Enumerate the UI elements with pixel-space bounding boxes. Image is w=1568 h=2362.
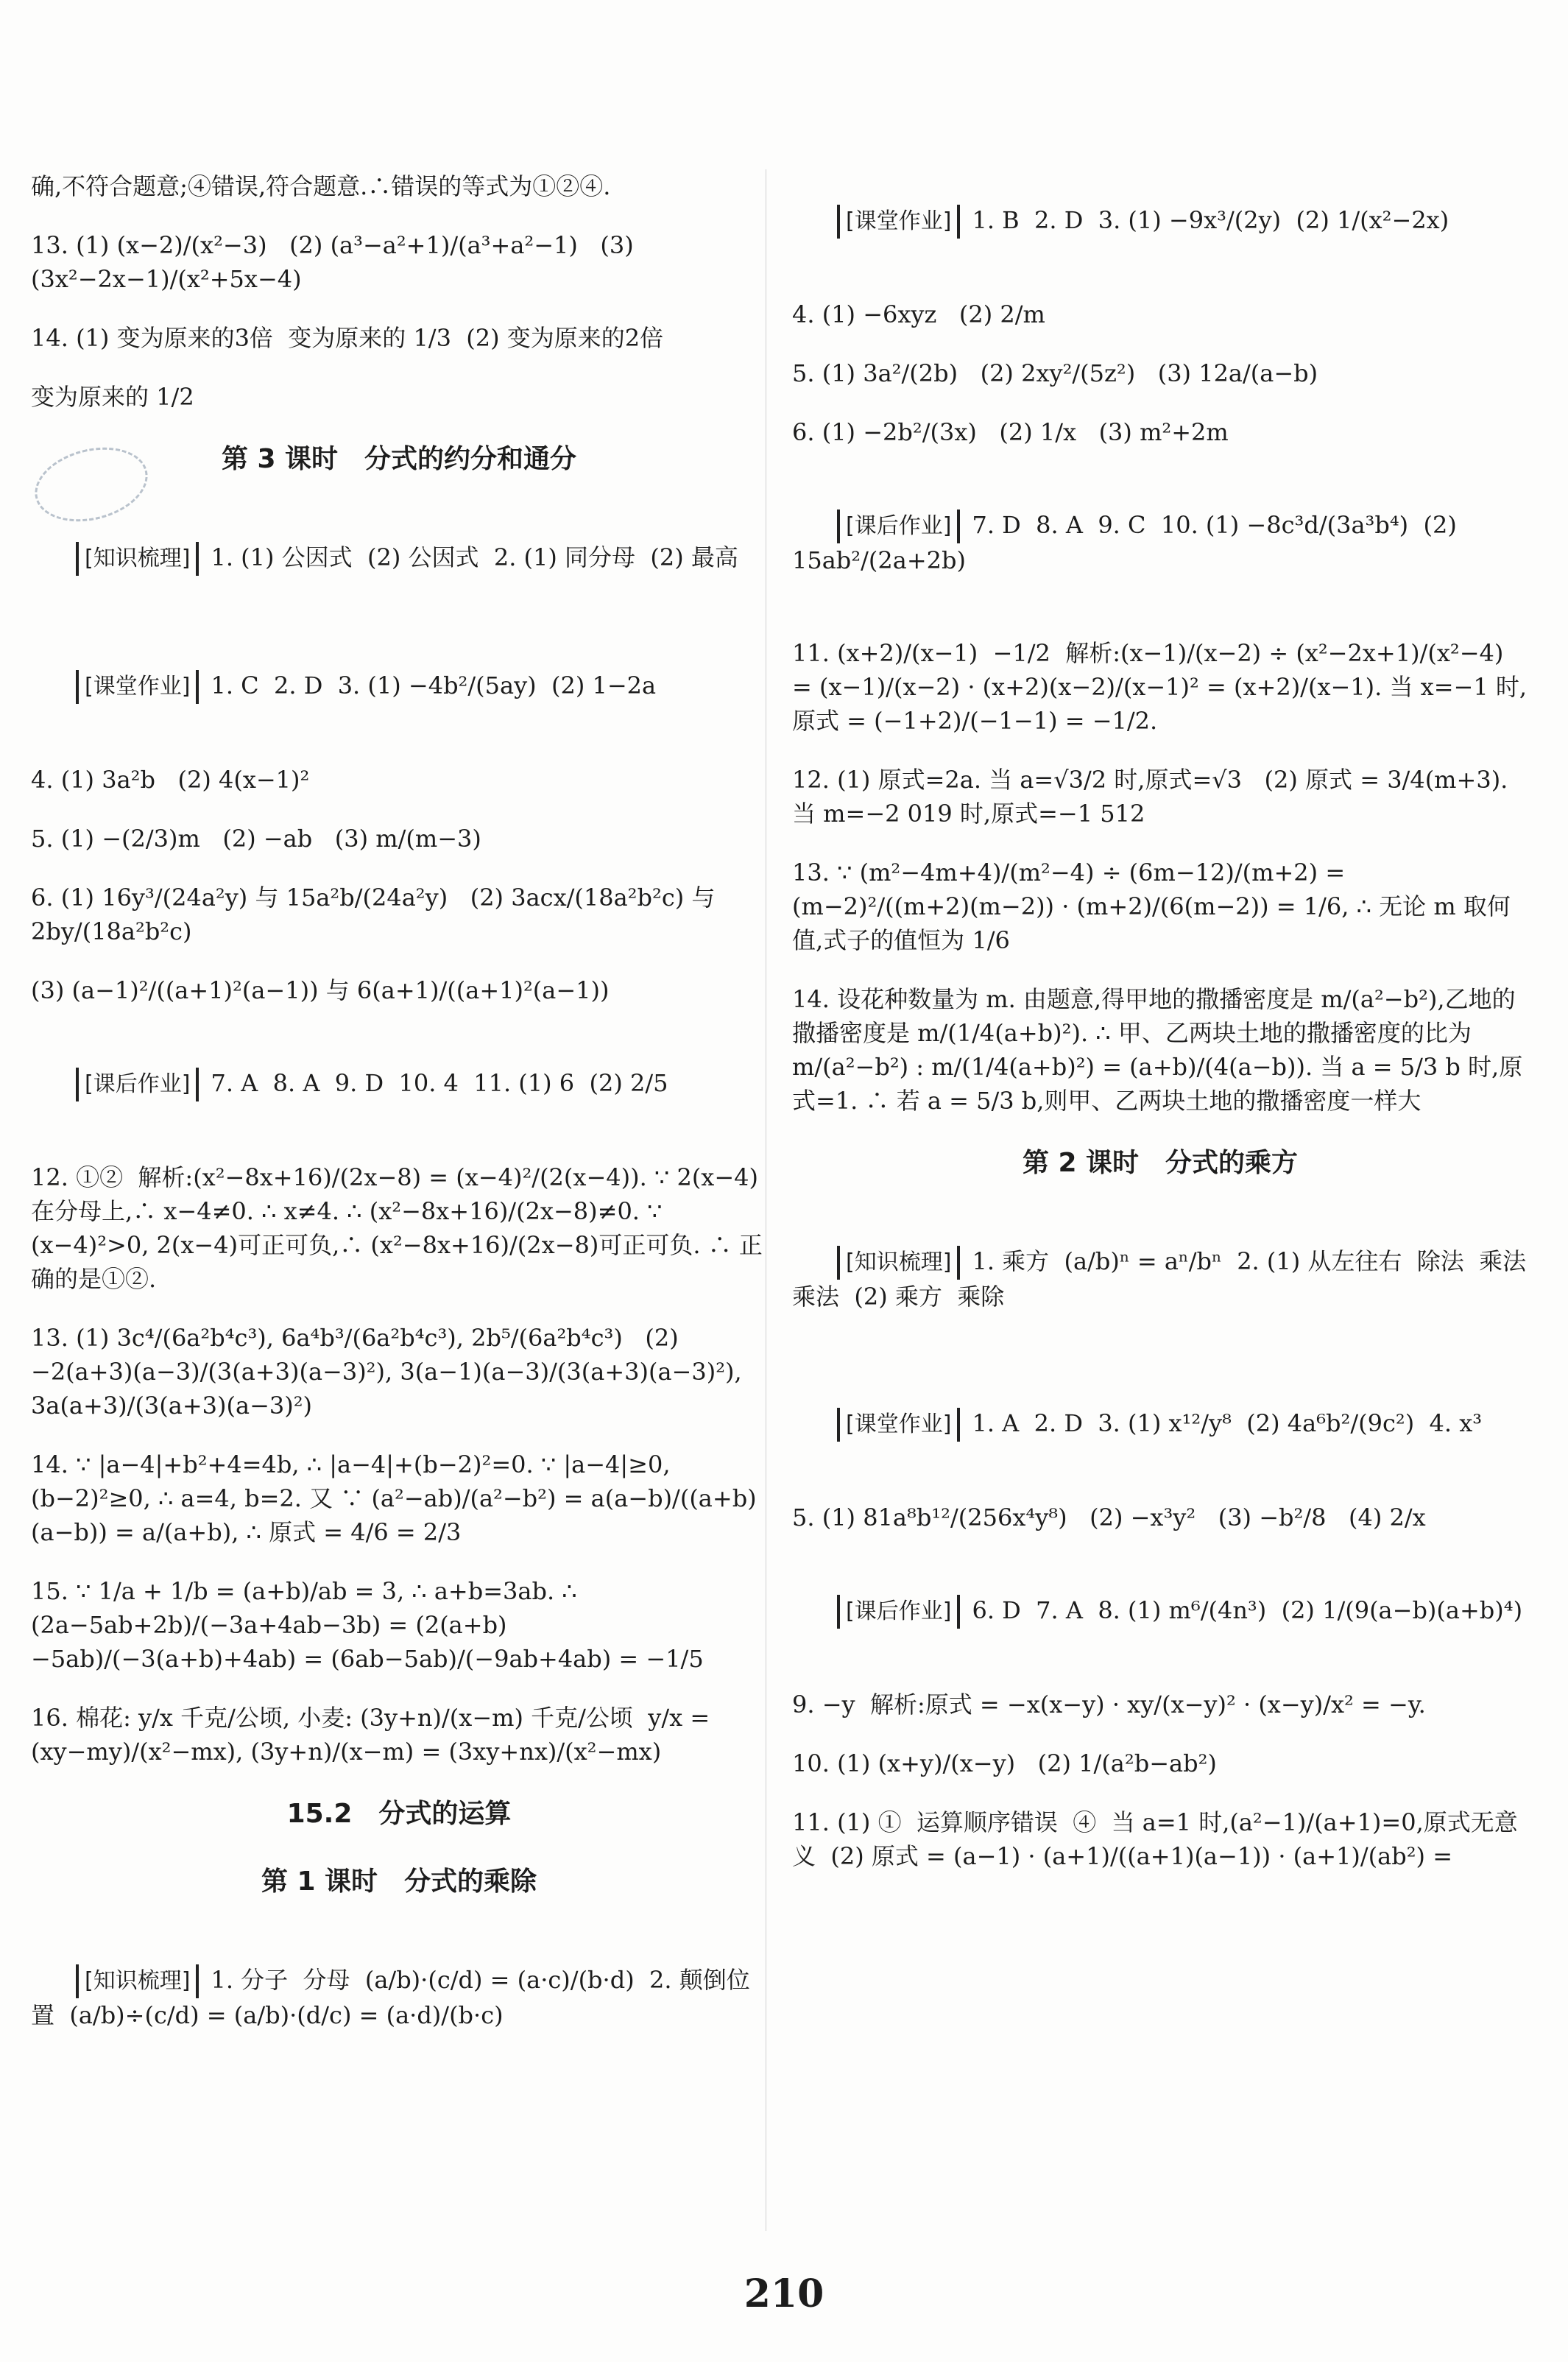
section-text: 1. 乘方 (a/b)ⁿ = aⁿ/bⁿ 2. (1) 从左往右 除法 乘法 乘法 (2) 乘方 乘除 [792, 1247, 1541, 1311]
section-text: 1. B 2. D 3. (1) −9x³/(2y) (2) 1/(x²−2x) [972, 206, 1449, 234]
section-tag: [课后作业] [837, 510, 960, 543]
classwork-section [792, 169, 1528, 272]
answer-item: (3) (a−1)²/((a+1)²(a−1)) 与 6(a+1)/((a+1)²(a−1)) [31, 976, 610, 1004]
answer-item: 14. 设花种数量为 m. 由题意,得甲地的撒播密度是 m/(a²−b²),乙地的撒播密度是 m/(1/4(a+b)²). ∴ 甲、乙两块土地的撒播密度的比为 m/(a²−b²) : m/(1/4(a+b)²) = (a+b)/(4(a−b)). 当 a = 5/3 b 时,原式=1. ∴ 若 a = 5/3 b,则甲、乙两块土地的撒播密度一样大 [792, 985, 1523, 1115]
answer-item: 16. 棉花: y/x 千克/公顷, 小麦: (3y+n)/(x−m) 千克/公顷 y/x = (xy−my)/(x²−mx), (3y+n)/(x−m) = (3xy+nx)/(x²−mx) [31, 1704, 718, 1766]
answer-item: 6. (1) −2b²/(3x) (2) 1/x (3) m²+2m [792, 418, 1229, 446]
answer-item: 10. (1) (x+y)/(x−y) (2) 1/(a²b−ab²) [792, 1749, 1217, 1777]
left-column [31, 169, 767, 2091]
answer-item: 12. ①② 解析:(x²−8x+16)/(2x−8) = (x−4)²/(2(x−4)). ∵ 2(x−4) 在分母上,∴ x−4≠0. ∴ x≠4. ∴ (x²−8x+16)/(2x−8)≠0. ∵ (x−4)²>0, 2(x−4)可正可负,∴ (x²−8x+16)/(2x−8)可正可负. ∴ 正确的是①②. [31, 1163, 766, 1293]
answer-item: 6. (1) 16y³/(24a²y) 与 15a²b/(24a²y) (2) 3acx/(18a²b²c) 与 2by/(18a²b²c) [31, 884, 723, 945]
section-tag: [课后作业] [76, 1068, 199, 1101]
answer-item: 13. (1) 3c⁴/(6a²b⁴c³), 6a⁴b³/(6a²b⁴c³), 2b⁵/(6a²b⁴c³) (2) −2(a+3)(a−3)/(3(a+3)(a−3)²), 3(a−1)(a−3)/(3(a+3)(a−3)²), 3a(a+3)/(3(a+3)(a−3)²) [31, 1324, 749, 1420]
section-tag: [课堂作业] [837, 205, 960, 239]
section-text: 1. (1) 公因式 (2) 公因式 2. (1) 同分母 (2) 最高 [211, 543, 738, 571]
section-tag: [知识梳理] [76, 1964, 199, 1998]
section-text: 1. C 2. D 3. (1) −4b²/(5ay) (2) 1−2a [211, 671, 657, 699]
section-text: 1. 分子 分母 (a/b)·(c/d) = (a·c)/(b·d) 2. 颠倒位置 (a/b)÷(c/d) = (a/b)·(d/c) = (a·d)/(b·c) [31, 1966, 750, 2029]
homework-section [31, 1032, 767, 1135]
answer-item: 15. ∵ 1/a + 1/b = (a+b)/ab = 3, ∴ a+b=3ab. ∴ (2a−5ab+2b)/(−3a+4ab−3b) = (2(a+b)−5ab)/(−3(a+b)+4ab) = (6ab−5ab)/(−9ab+4ab) = −1/5 [31, 1577, 704, 1673]
section-heading: 15.2 分式的运算 [286, 1799, 512, 1829]
homework-section [792, 1559, 1528, 1663]
answer-item: 4. (1) −6xyz (2) 2/m [792, 300, 1045, 328]
text-line: 确,不符合题意;④错误,符合题意.∴错误的等式为①②④. [31, 172, 611, 200]
text-line: 14. (1) 变为原来的3倍 变为原来的 1/3 (2) 变为原来的2倍 [31, 324, 664, 352]
section-tag: [课堂作业] [837, 1408, 960, 1442]
section-text: 6. D 7. A 8. (1) m⁶/(4n³) (2) 1/(9(a−b)(a+b)⁴) [972, 1596, 1523, 1624]
section-text: 1. A 2. D 3. (1) x¹²/y⁸ (2) 4a⁶b²/(9c²) 4. x³ [972, 1409, 1483, 1437]
section-text: 7. D 8. A 9. C 10. (1) −8c³d/(3a³b⁴) (2) 15ab²/(2a+2b) [792, 511, 1464, 574]
answer-item: 5. (1) 81a⁸b¹²/(256x⁴y⁸) (2) −x³y² (3) −b²/8 (4) 2/x [792, 1503, 1426, 1531]
lesson-heading: 第 3 课时 分式的约分和通分 [221, 444, 577, 474]
knowledge-section [31, 507, 767, 610]
text-line: 变为原来的 1/2 [31, 383, 194, 411]
lesson-heading: 第 2 课时 分式的乘方 [1022, 1148, 1299, 1178]
classwork-section [31, 635, 767, 738]
page-number: 210 [744, 2271, 824, 2316]
answer-item: 14. ∵ |a−4|+b²+4=4b, ∴ |a−4|+(b−2)²=0. ∵ |a−4|≥0, (b−2)²≥0, ∴ a=4, b=2. 又 ∵ (a²−ab)/(a²−b²) = a(a−b)/((a+b)(a−b)) = a/(a+b), ∴ 原式 = 4/6 = 2/3 [31, 1450, 757, 1546]
answer-item: 5. (1) 3a²/(2b) (2) 2xy²/(5z²) (3) 12a/(a−b) [792, 359, 1318, 387]
section-tag: [知识梳理] [76, 542, 199, 576]
section-tag: [知识梳理] [837, 1246, 960, 1280]
homework-section [792, 474, 1528, 611]
section-tag: [课后作业] [837, 1595, 960, 1629]
answer-item: 11. (1) ① 运算顺序错误 ④ 当 a=1 时,(a²−1)/(a+1)=0,原式无意义 (2) 原式 = (a−1) · (a+1)/((a+1)(a−1)) · (a+1)/(ab²) = [792, 1808, 1518, 1870]
answer-item: 12. (1) 原式=2a. 当 a=√3/2 时,原式=√3 (2) 原式 = 3/4(m+3). 当 m=−2 019 时,原式=−1 512 [792, 766, 1516, 828]
right-column [792, 169, 1541, 1898]
answer-item: 9. −y 解析:原式 = −x(x−y) · xy/(x−y)² · (x−y)/x² = −y. [792, 1691, 1426, 1718]
section-text: 7. A 8. A 9. D 10. 4 11. (1) 6 (2) 2/5 [211, 1069, 668, 1097]
answer-item: 11. (x+2)/(x−1) −1/2 解析:(x−1)/(x−2) ÷ (x²−2x+1)/(x²−4) = (x−1)/(x−2) · (x+2)(x−2)/(x−1)² = (x+2)/(x−1). 当 x=−1 时,原式 = (−1+2)/(−1−1) = −1/2. [792, 639, 1528, 735]
answer-item: 13. ∵ (m²−4m+4)/(m²−4) ÷ (6m−12)/(m+2) = (m−2)²/((m+2)(m−2)) · (m+2)/(6(m−2)) = 1/6, ∴ 无论 m 取何值,式子的值恒为 1/6 [792, 859, 1511, 954]
answer-item: 4. (1) 3a²b (2) 4(x−1)² [31, 766, 310, 794]
answer-item: 5. (1) −(2/3)m (2) −ab (3) m/(m−3) [31, 825, 481, 853]
text-line: 13. (1) (x−2)/(x²−3) (2) (a³−a²+1)/(a³+a²−1) (3) (3x²−2x−1)/(x²+5x−4) [31, 231, 641, 293]
knowledge-section [31, 1929, 767, 2066]
lesson-heading: 第 1 课时 分式的乘除 [261, 1866, 537, 1897]
knowledge-section [792, 1210, 1541, 1347]
section-tag: [课堂作业] [76, 670, 199, 704]
classwork-section [792, 1372, 1528, 1476]
